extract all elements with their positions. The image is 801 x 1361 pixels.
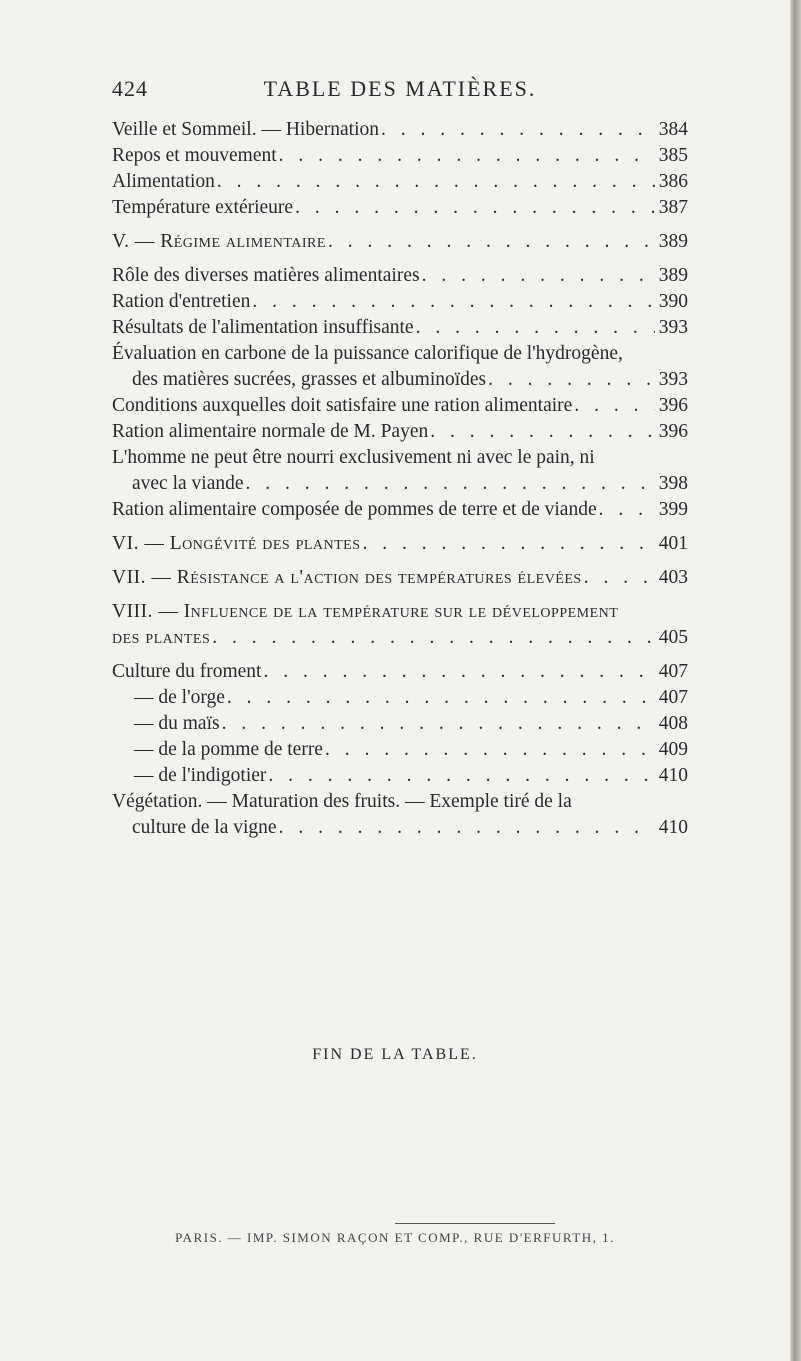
- toc-section-heading: VII. — Résistance a l'action des températures élevées . . . 403: [112, 565, 688, 591]
- toc-entry: — de l'indigotier . . . 410: [112, 763, 688, 789]
- end-of-table: FIN DE LA TABLE.: [312, 1046, 478, 1063]
- toc-entry-first-line: L'homme ne peut être nourri exclusivement ni avec le pain, ni: [112, 447, 595, 468]
- table-of-contents: [112, 117, 688, 841]
- toc-entry: — du maïs . . . 408: [112, 711, 688, 737]
- toc-entry: Repos et mouvement . . . 385: [112, 143, 688, 169]
- toc-section-heading-first-line: VIII. — Influence de la température sur le développement: [112, 601, 619, 622]
- toc-entry: avec la viande . . . 398: [112, 471, 688, 497]
- toc-entry: Culture du froment . . . 407: [112, 659, 688, 685]
- toc-section-heading: V. — Régime alimentaire . . . 389: [112, 229, 688, 255]
- toc-entry: des matières sucrées, grasses et albuminoïdes . . . 393: [112, 367, 688, 393]
- page-edge: [790, 0, 801, 1361]
- toc-section-heading: des plantes . . . 405: [112, 625, 688, 651]
- toc-entry: — de la pomme de terre . . . 409: [112, 737, 688, 763]
- toc-entry: Ration alimentaire composée de pommes de terre et de viande . . . 399: [112, 497, 688, 523]
- toc-section-heading: VI. — Longévité des plantes . . . 401: [112, 531, 688, 557]
- toc-entry-first-line: Évaluation en carbone de la puissance calorifique de l'hydrogène,: [112, 343, 623, 364]
- toc-entry: Ration alimentaire normale de M. Payen . . . 396: [112, 419, 688, 445]
- page-title: TABLE DES MATIÈRES.: [263, 76, 537, 101]
- toc-entry: Veille et Sommeil. — Hibernation . . . 384: [112, 117, 688, 143]
- printer-imprint: PARIS. — IMP. SIMON RAÇON ET COMP., RUE D'ERFURTH, 1.: [175, 1230, 615, 1245]
- page-number: 424: [112, 76, 148, 101]
- divider: [395, 1223, 555, 1224]
- toc-entry: culture de la vigne . . . 410: [112, 815, 688, 841]
- toc-entry: Résultats de l'alimentation insuffisante . . . 393: [112, 315, 688, 341]
- toc-entry: Conditions auxquelles doit satisfaire une ration alimentaire . . . 396: [112, 393, 688, 419]
- toc-entry: Rôle des diverses matières alimentaires . . . 389: [112, 263, 688, 289]
- toc-entry: Ration d'entretien . . . 390: [112, 289, 688, 315]
- toc-entry: — de l'orge . . . 407: [112, 685, 688, 711]
- toc-entry-first-line: Végétation. — Maturation des fruits. — Exemple tiré de la: [112, 791, 572, 812]
- page-header: [112, 76, 688, 106]
- toc-entry: Température extérieure . . . 387: [112, 195, 688, 221]
- toc-entry: Alimentation . . . 386: [112, 169, 688, 195]
